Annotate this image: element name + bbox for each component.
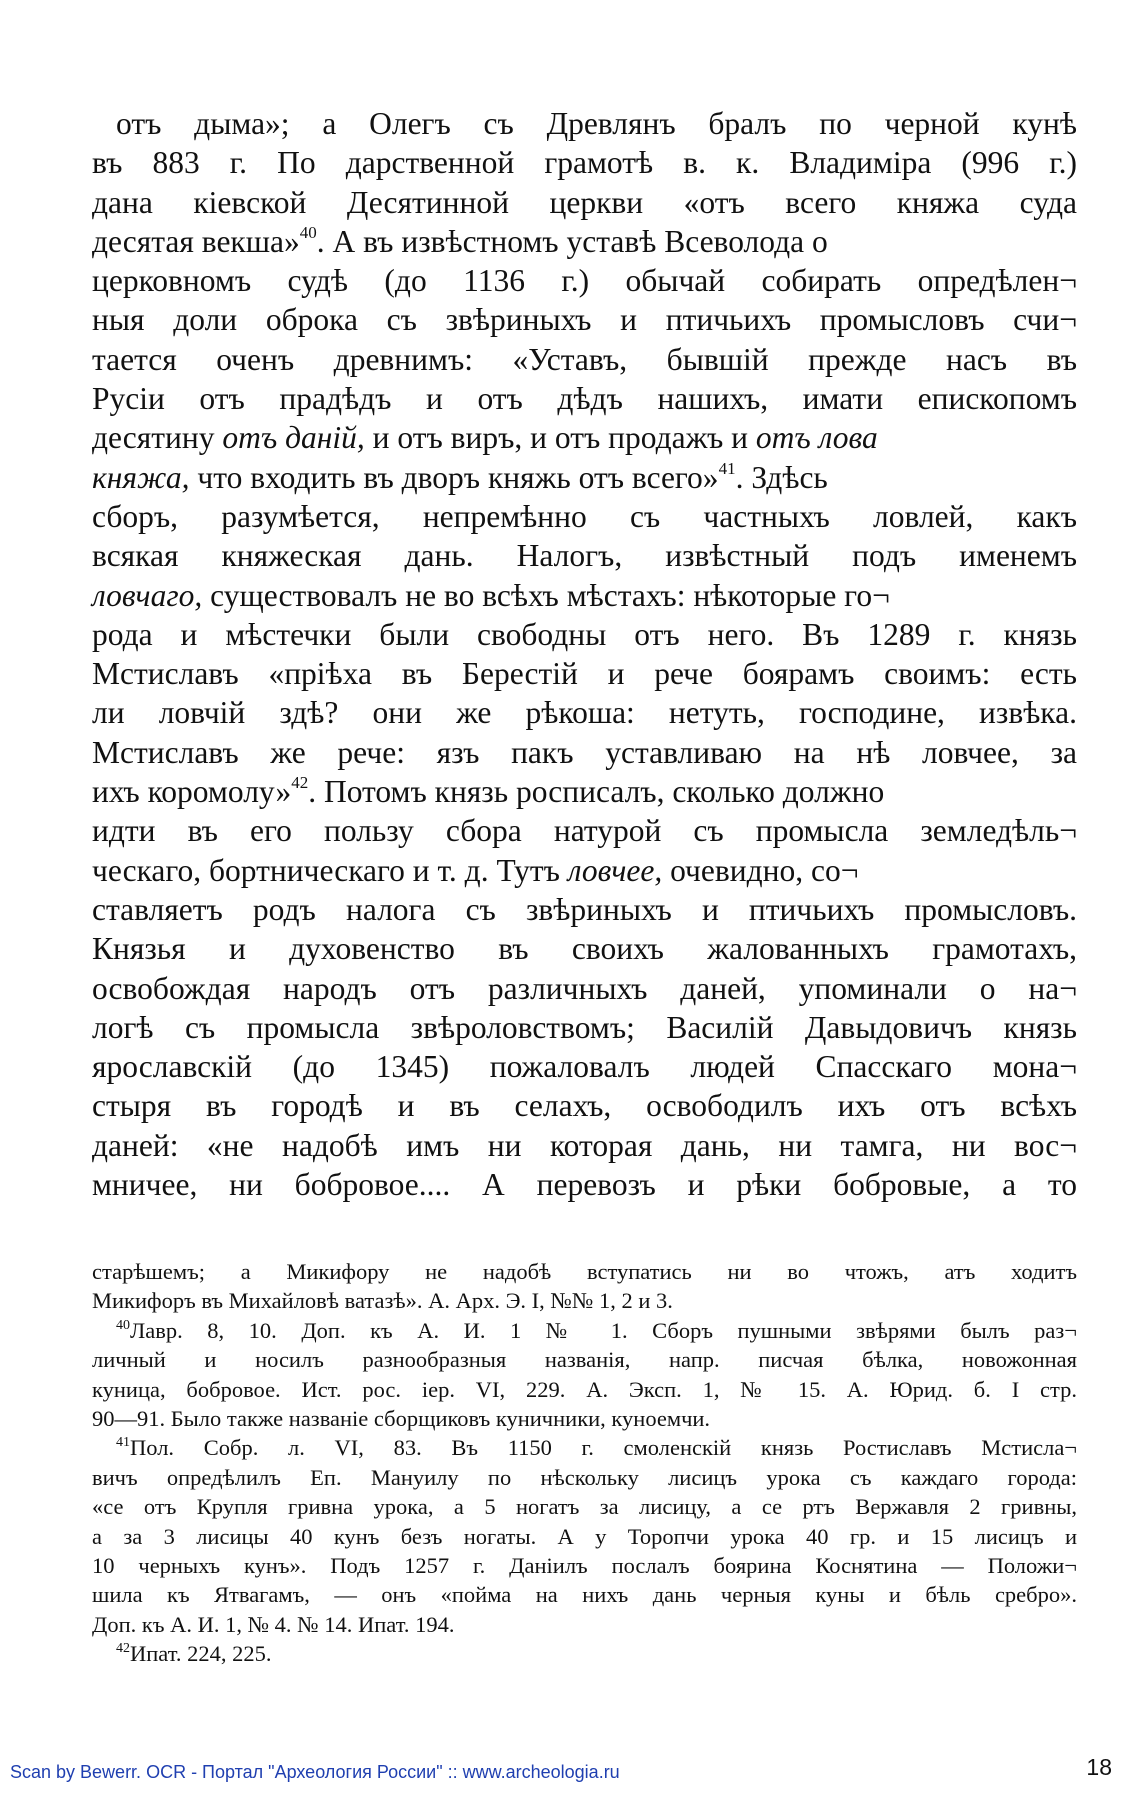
text-line — [92, 497, 1077, 536]
text-segment: и отъ виръ, и отъ продажъ и — [364, 420, 756, 456]
text-line — [92, 929, 1077, 968]
footnotes — [92, 1257, 1077, 1668]
text-line — [92, 654, 1077, 693]
text-segment: въ 883 г. По дарственной грамотѣ в. к. Владиміра (996 г.) — [92, 145, 1077, 181]
page-number: 18 — [1086, 1754, 1112, 1780]
text-segment: идти въ его пользу сбора натурой съ промысла земледѣль¬ — [92, 813, 1077, 849]
footnote-number: 42 — [116, 1641, 130, 1657]
footnote-line — [92, 1286, 1077, 1315]
text-segment: тается оченъ древнимъ: «Уставъ, бывшій прежде насъ въ — [92, 341, 1077, 377]
text-line — [92, 458, 1077, 497]
footnote-line — [92, 1492, 1077, 1521]
text-segment: ярославскій (до 1345) пожаловалъ людей Спасскаго мона¬ — [92, 1049, 1077, 1085]
footnote-line — [92, 1316, 1077, 1345]
text-line — [92, 143, 1077, 182]
footnote-text: Лавр. 8, 10. Доп. къ А. И. 1 № 1. Сборъ пушными звѣрями былъ раз¬ — [130, 1317, 1077, 1343]
text-segment: всякая княжеская дань. Налогъ, извѣстный подъ именемъ — [92, 538, 1077, 574]
footnote-line — [92, 1404, 1077, 1433]
text-line — [92, 1086, 1077, 1125]
text-line — [92, 733, 1077, 772]
footnote-ref: 40 — [299, 222, 317, 242]
text-segment: церковномъ судѣ (до 1136 г.) обычай собирать опредѣлен¬ — [92, 263, 1077, 299]
footnote-text: шила къ Ятвагамъ, — онъ «пойма на нихъ дань черныя куны и бѣль сребро». — [92, 1582, 1077, 1608]
footnote-text: вичъ опредѣлилъ Еп. Мануилу по нѣскольку лисицъ урока съ каждаго города: — [92, 1464, 1077, 1490]
text-segment: сборъ, разумѣется, непремѣнно съ частныхъ ловлей, какъ — [92, 498, 1077, 534]
text-line — [92, 969, 1077, 1008]
text-segment: стыря въ городѣ и въ селахъ, освободилъ ихъ отъ всѣхъ — [92, 1088, 1077, 1124]
text-segment: десятая векша» — [92, 223, 300, 259]
footnote-line — [92, 1433, 1077, 1462]
text-segment: отъ дыма»; а Олегъ съ Древлянъ бралъ по черной кунѣ — [116, 106, 1077, 141]
text-line — [92, 1165, 1077, 1204]
text-line — [92, 811, 1077, 850]
text-line — [92, 536, 1077, 575]
text-line — [92, 1008, 1077, 1047]
main-text — [92, 104, 1077, 1204]
text-segment: дана кіевской Десятинной церкви «отъ всего княжа суда — [92, 184, 1077, 220]
text-line — [92, 576, 1077, 615]
footnote-text: куница, бобровое. Ист. рос. іер. VI, 229. А. Эксп. 1, № 15. А. Юрид. б. I стр. — [92, 1376, 1077, 1402]
italic-term: ловчаго, — [92, 577, 203, 613]
text-line — [92, 1047, 1077, 1086]
text-line — [92, 772, 1077, 811]
footnote-text: старѣшемъ; а Микифору не надобѣ вступатись ни во чтожъ, атъ ходитъ — [92, 1259, 1077, 1284]
text-segment: Мстиславъ «пріѣха въ Берестій и рече боярамъ своимъ: есть — [92, 656, 1077, 692]
text-segment: рода и мѣстечки были свободны отъ него. Въ 1289 г. князь — [92, 616, 1077, 652]
footnote-ref: 42 — [291, 773, 309, 793]
text-line — [92, 104, 1077, 143]
footnote-text: 90—91. Было также названіе сборщиковъ куничники, куноемчи. — [92, 1405, 711, 1431]
text-segment: . Потомъ князь росписалъ, сколько должно — [308, 774, 885, 810]
text-line — [92, 890, 1077, 929]
text-line — [92, 615, 1077, 654]
footnote-line — [92, 1345, 1077, 1374]
text-line — [92, 1126, 1077, 1165]
footnote-text: Пол. Собр. л. VI, 83. Въ 1150 г. смоленскій князь Ростиславъ Мстисла¬ — [130, 1435, 1077, 1461]
footnote-line — [92, 1463, 1077, 1492]
italic-term: ловчее, — [567, 852, 663, 888]
footnote-line — [92, 1580, 1077, 1609]
italic-term: отъ лова — [755, 420, 878, 456]
text-line — [92, 851, 1077, 890]
footnote-text: Ипат. 224, 225. — [130, 1641, 272, 1667]
text-line — [92, 693, 1077, 732]
italic-term: отъ даній, — [222, 420, 365, 456]
footnote-line — [92, 1257, 1077, 1286]
text-segment: ихъ коромолу» — [92, 774, 292, 810]
text-segment: ческаго, бортническаго и т. д. Тутъ — [92, 852, 568, 888]
text-segment: ныя доли оброка съ звѣриныхъ и птичьихъ промысловъ счи¬ — [92, 302, 1077, 338]
text-line — [92, 379, 1077, 418]
footnote-number: 41 — [116, 1435, 130, 1451]
text-line — [92, 261, 1077, 300]
footnote-text: а за 3 лисицы 40 кунъ безъ ногаты. А у Торопчи урока 40 гр. и 15 лисицъ и — [92, 1523, 1077, 1549]
text-segment: . А въ извѣстномъ уставѣ Всеволода о — [316, 223, 828, 259]
text-segment: очевидно, со¬ — [662, 852, 859, 888]
footnote-ref: 41 — [718, 458, 736, 478]
text-segment: ставляетъ родъ налога съ звѣриныхъ и птичьихъ промысловъ. — [92, 891, 1077, 927]
text-line — [92, 340, 1077, 379]
text-line — [92, 300, 1077, 339]
footnote-line — [92, 1551, 1077, 1580]
text-segment: . Здѣсь — [735, 459, 828, 495]
text-line — [92, 183, 1077, 222]
text-segment: даней: «не надобѣ имъ ни которая дань, ни тамга, ни вос¬ — [92, 1127, 1077, 1163]
text-segment: мничее, ни бобровое.... А перевозъ и рѣки бобровые, а то — [92, 1167, 1077, 1203]
text-line — [92, 418, 1077, 457]
footnote-text: «се отъ Крупля гривна урока, а 5 ногатъ за лисицу, а се ртъ Вержавля 2 гривны, — [92, 1494, 1077, 1520]
text-line — [92, 222, 1077, 261]
text-segment: логѣ съ промысла звѣроловствомъ; Василій Давыдовичъ князь — [92, 1009, 1077, 1045]
footnote-text: Доп. къ А. И. 1, № 4. № 14. Ипат. 194. — [92, 1611, 455, 1637]
text-segment: что входить въ дворъ княжь отъ всего» — [189, 459, 719, 495]
footnote-line — [92, 1610, 1077, 1639]
footnote-text: Микифоръ въ Михайловѣ ватазѣ». А. Арх. Э. I, №№ 1, 2 и 3. — [92, 1288, 673, 1314]
text-segment: ли ловчій здѣ? они же рѣкоша: нетуть, господине, извѣка. — [92, 695, 1077, 731]
text-segment: Мстиславъ же рече: язъ пакъ уставливаю на нѣ ловчее, за — [92, 734, 1077, 770]
italic-term: княжа, — [92, 459, 190, 495]
footnote-text: личный и носилъ разнообразныя названія, напр. писчая бѣлка, новожонная — [92, 1347, 1077, 1373]
text-segment: существовалъ не во всѣхъ мѣстахъ: нѣкоторые го¬ — [202, 577, 890, 613]
footnote-text: 10 черныхъ кунъ». Подъ 1257 г. Даніилъ послалъ боярина Коснятина — Положи¬ — [92, 1552, 1077, 1578]
text-segment: Русіи отъ прадѣдъ и отъ дѣдъ нашихъ, имати епископомъ — [92, 381, 1077, 417]
footnote-number: 40 — [116, 1317, 130, 1333]
text-segment: освобождая народъ отъ различныхъ даней, упоминали о на¬ — [92, 970, 1077, 1006]
scan-credit-link[interactable]: Scan by Bewerr. OCR - Портал "Археология России" :: www.archeologia.ru — [10, 1762, 620, 1782]
text-segment: десятину — [92, 420, 223, 456]
footnote-line — [92, 1375, 1077, 1404]
footnote-line — [92, 1522, 1077, 1551]
text-segment: Князья и духовенство въ своихъ жалованныхъ грамотахъ, — [92, 931, 1077, 967]
footnote-line — [92, 1639, 1077, 1668]
